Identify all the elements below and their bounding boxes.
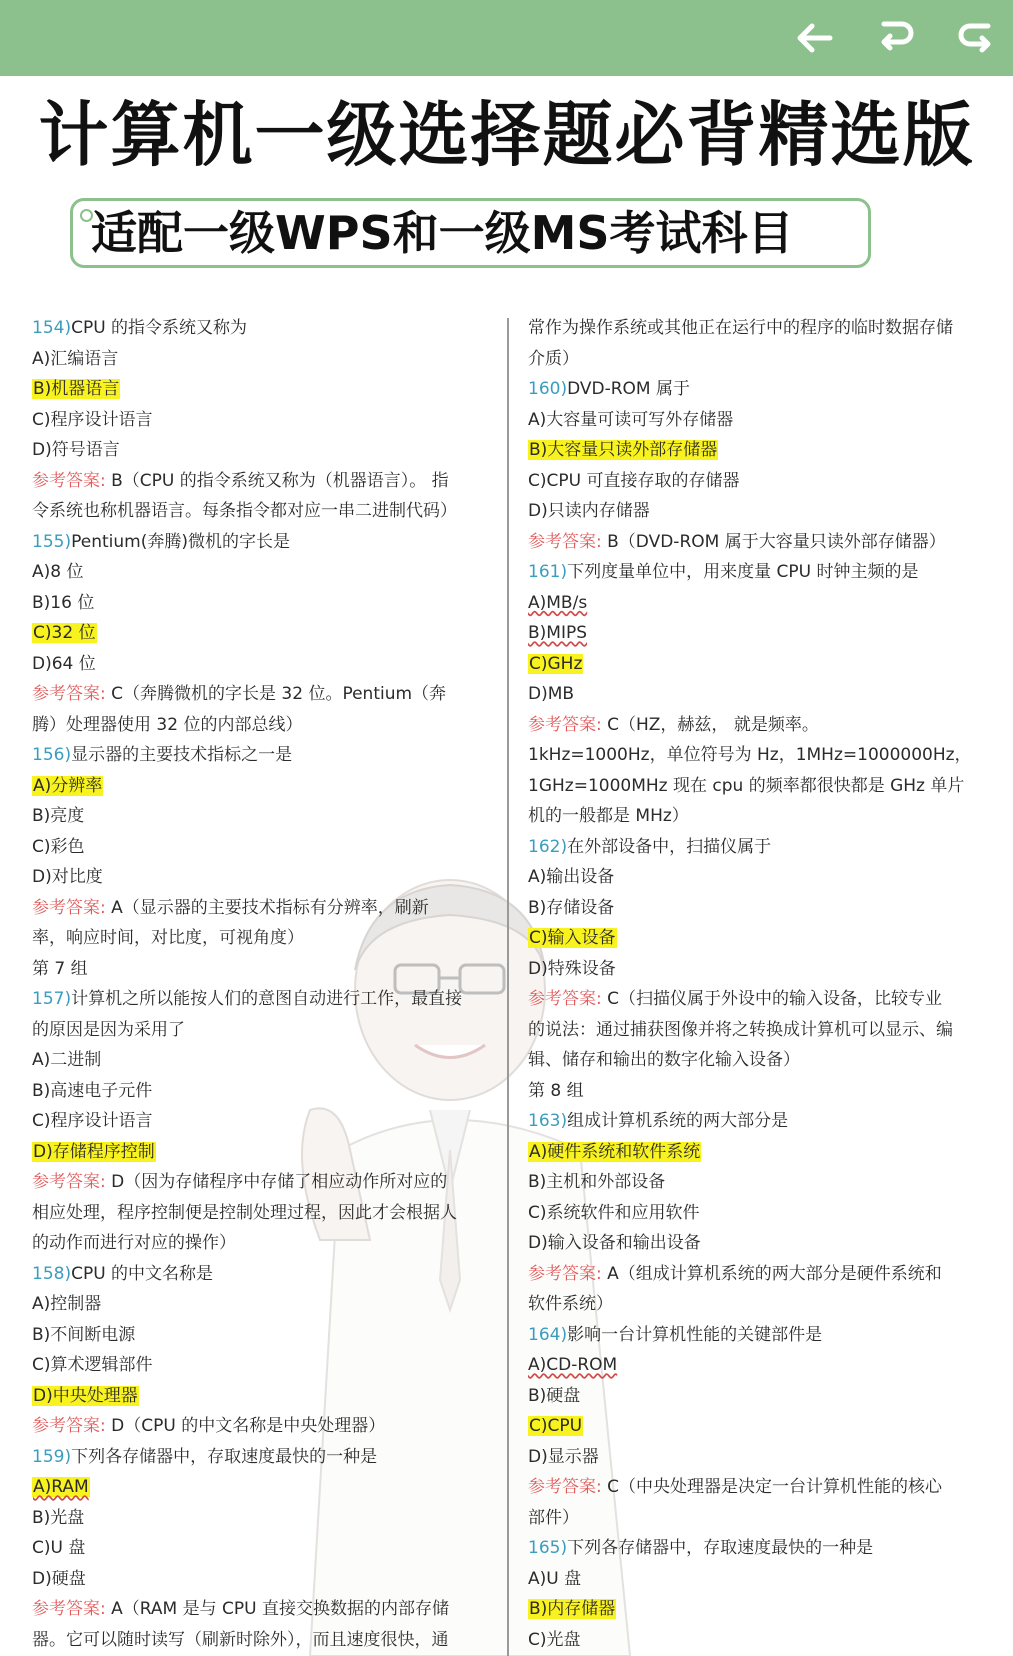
highlighted-correct-option: C)CPU xyxy=(529,1416,583,1436)
line-text: CPU 的中文名称是 xyxy=(71,1263,214,1284)
line-text: 率，响应时间，对比度，可视角度） xyxy=(32,928,304,948)
answer-line xyxy=(528,1472,988,1503)
line-text: B)高速电子元件 xyxy=(32,1080,153,1101)
question-number: 164) xyxy=(528,1324,568,1345)
question-number: 160) xyxy=(528,379,568,399)
line-text: A)U 盘 xyxy=(528,1568,582,1589)
text-line xyxy=(528,1411,988,1442)
question-number: 158) xyxy=(32,1263,72,1284)
line-text: B（DVD-ROM 属于大容量只读外部存储器） xyxy=(601,531,946,552)
text-line xyxy=(528,1228,988,1259)
text-line xyxy=(32,1564,492,1595)
line-text: B)MIPS xyxy=(528,623,588,643)
highlighted-correct-option: B)机器语言 xyxy=(33,379,120,399)
line-text: D)只读内存储器 xyxy=(528,501,650,521)
text-line xyxy=(32,1015,492,1046)
line-text: B)硬盘 xyxy=(528,1385,581,1406)
question-number: 165) xyxy=(528,1538,568,1558)
line-text: B)不间断电源 xyxy=(32,1324,136,1345)
text-line xyxy=(528,618,988,649)
line-text: 第 8 组 xyxy=(528,1080,584,1101)
answer-line xyxy=(528,984,988,1015)
text-line xyxy=(32,1472,492,1503)
question-line xyxy=(528,1533,988,1564)
text-line xyxy=(32,1137,492,1168)
line-text: B)存储设备 xyxy=(528,897,615,918)
answer-label: 参考答案: xyxy=(32,470,106,491)
line-text: CPU 的指令系统又称为 xyxy=(71,318,248,338)
line-text: D)显示器 xyxy=(528,1446,599,1467)
line-text: 1kHz=1000Hz，单位符号为 Hz，1MHz=1000000Hz， xyxy=(528,745,972,765)
text-line xyxy=(32,832,492,863)
line-text: A)CD-ROM xyxy=(528,1355,618,1375)
highlighted-correct-option: C)32 位 xyxy=(33,623,96,643)
line-text: C)系统软件和应用软件 xyxy=(528,1202,700,1223)
text-line xyxy=(528,435,988,466)
answer-line xyxy=(32,1167,492,1198)
answer-line xyxy=(32,679,492,710)
answer-line xyxy=(32,893,492,924)
text-line xyxy=(528,466,988,497)
line-text: 机的一般都是 MHz） xyxy=(528,806,689,826)
line-text: B)亮度 xyxy=(32,806,85,826)
line-text: 辑、储存和输出的数字化输入设备） xyxy=(528,1050,800,1070)
text-line xyxy=(528,1350,988,1381)
question-line xyxy=(528,832,988,863)
line-text: D)输入设备和输出设备 xyxy=(528,1233,701,1253)
text-line xyxy=(32,344,492,375)
line-text: 的动作而进行对应的操作） xyxy=(32,1233,236,1253)
line-text: D)符号语言 xyxy=(32,440,120,460)
line-text: C)彩色 xyxy=(32,836,85,857)
column-divider xyxy=(507,318,509,1656)
answer-label: 参考答案: xyxy=(32,1416,106,1436)
line-text: 软件系统） xyxy=(528,1294,613,1314)
question-line xyxy=(528,1320,988,1351)
line-text: 相应处理，程序控制便是控制处理过程，因此才会根据人 xyxy=(32,1202,457,1223)
line-text: D)64 位 xyxy=(32,653,96,674)
question-number: 163) xyxy=(528,1111,568,1131)
line-text: 第 7 组 xyxy=(32,958,88,979)
line-text: D)硬盘 xyxy=(32,1568,86,1589)
question-number: 155) xyxy=(32,531,72,552)
highlighted-correct-option: B)内存储器 xyxy=(529,1599,616,1619)
line-text: 的原因是因为采用了 xyxy=(32,1019,185,1040)
text-line xyxy=(528,1564,988,1595)
text-line xyxy=(32,1045,492,1076)
text-line xyxy=(32,618,492,649)
line-text: A)8 位 xyxy=(32,562,84,582)
answer-label: 参考答案: xyxy=(32,1599,106,1619)
line-text: A)MB/s xyxy=(528,592,588,613)
answer-label: 参考答案: xyxy=(528,714,602,735)
line-text: B)主机和外部设备 xyxy=(528,1172,666,1192)
question-line xyxy=(528,557,988,588)
line-text: B（CPU 的指令系统又称为（机器语言）。 指 xyxy=(105,470,449,491)
text-line xyxy=(32,557,492,588)
line-text: 影响一台计算机性能的关键部件是 xyxy=(567,1324,823,1345)
line-text: D（CPU 的中文名称是中央处理器） xyxy=(105,1416,386,1436)
line-text: C（扫描仪属于外设中的输入设备，比较专业 xyxy=(601,989,943,1009)
text-line xyxy=(32,405,492,436)
text-line xyxy=(528,862,988,893)
redo-icon[interactable] xyxy=(950,14,998,62)
text-line xyxy=(32,801,492,832)
text-line xyxy=(32,1625,492,1656)
highlighted-correct-option: D)存储程序控制 xyxy=(33,1141,155,1162)
text-line xyxy=(528,496,988,527)
text-line xyxy=(32,954,492,985)
text-line xyxy=(32,1381,492,1412)
line-text: D)对比度 xyxy=(32,867,103,887)
question-line xyxy=(32,1442,492,1473)
text-line xyxy=(32,1198,492,1229)
line-text: 介质） xyxy=(528,348,579,369)
line-text: C)U 盘 xyxy=(32,1538,86,1558)
question-number: 162) xyxy=(528,836,568,857)
line-text: 常作为操作系统或其他正在运行中的程序的临时数据存储 xyxy=(528,318,953,338)
line-text: C（奔腾微机的字长是 32 位。Pentium（奔 xyxy=(105,684,447,704)
highlighted-correct-option: A)RAM xyxy=(33,1477,89,1497)
text-line xyxy=(32,374,492,405)
text-line xyxy=(528,1015,988,1046)
highlighted-correct-option: A)硬件系统和软件系统 xyxy=(529,1141,701,1162)
line-text: A（RAM 是与 CPU 直接交换数据的内部存储 xyxy=(105,1599,449,1619)
text-line xyxy=(32,1289,492,1320)
text-line xyxy=(32,1533,492,1564)
highlighted-correct-option: C)GHz xyxy=(529,653,583,674)
answer-label: 参考答案: xyxy=(32,897,106,918)
line-text: A)汇编语言 xyxy=(32,348,119,369)
question-line xyxy=(32,1259,492,1290)
line-text: D)MB xyxy=(528,684,575,704)
highlighted-correct-option: C)输入设备 xyxy=(529,928,616,948)
subtitle: 适配一级WPS和一级MS考试科目 xyxy=(91,206,794,260)
question-line xyxy=(32,740,492,771)
line-text: Pentium(奔腾)微机的字长是 xyxy=(71,531,290,552)
text-line xyxy=(528,1594,988,1625)
text-line xyxy=(528,1045,988,1076)
highlighted-correct-option: B)大容量只读外部存储器 xyxy=(529,440,718,460)
text-line xyxy=(528,405,988,436)
answer-line xyxy=(528,1259,988,1290)
line-text: 组成计算机系统的两大部分是 xyxy=(567,1111,789,1131)
line-text: A)大容量可读可写外存储器 xyxy=(528,409,734,430)
text-line xyxy=(32,1106,492,1137)
text-line xyxy=(528,344,988,375)
text-line xyxy=(528,1137,988,1168)
answer-label: 参考答案: xyxy=(528,531,602,552)
answer-line xyxy=(528,710,988,741)
text-line xyxy=(528,893,988,924)
line-text: 的说法：通过捕获图像并将之转换成计算机可以显示、编 xyxy=(528,1019,953,1040)
text-line xyxy=(528,1198,988,1229)
answer-label: 参考答案: xyxy=(528,1263,602,1284)
line-text: 显示器的主要技术指标之一是 xyxy=(71,745,293,765)
line-text: C)光盘 xyxy=(528,1629,581,1650)
answer-line xyxy=(32,1594,492,1625)
text-line xyxy=(528,740,988,771)
question-number: 159) xyxy=(32,1446,72,1467)
text-line xyxy=(528,588,988,619)
question-line xyxy=(528,1106,988,1137)
text-line xyxy=(528,1442,988,1473)
answer-line xyxy=(528,527,988,558)
text-line xyxy=(528,954,988,985)
answer-line xyxy=(32,1411,492,1442)
line-text: 在外部设备中，扫描仪属于 xyxy=(567,836,772,857)
text-line xyxy=(528,1381,988,1412)
question-number: 161) xyxy=(528,562,568,582)
line-text: A)输出设备 xyxy=(528,867,615,887)
line-text: D)特殊设备 xyxy=(528,958,616,979)
line-text: 令系统也称机器语言。每条指令都对应一串二进制代码） xyxy=(32,501,457,521)
question-line xyxy=(528,374,988,405)
text-line xyxy=(32,435,492,466)
answer-label: 参考答案: xyxy=(528,1477,602,1497)
answer-line xyxy=(32,466,492,497)
text-line xyxy=(32,771,492,802)
left-column xyxy=(32,313,492,1655)
text-line xyxy=(32,1350,492,1381)
line-text: B)16 位 xyxy=(32,592,95,613)
text-line xyxy=(528,771,988,802)
text-line xyxy=(528,1076,988,1107)
line-text: 下列各存储器中，存取速度最快的一种是 xyxy=(567,1538,874,1558)
question-line xyxy=(32,527,492,558)
text-line xyxy=(32,1228,492,1259)
line-text: A（组成计算机系统的两大部分是硬件系统和 xyxy=(601,1263,942,1284)
arrow-left-icon[interactable] xyxy=(790,14,838,62)
question-number: 154) xyxy=(32,318,72,338)
text-line xyxy=(32,1320,492,1351)
line-text: D（因为存储程序中存储了相应动作所对应的 xyxy=(105,1172,448,1192)
question-line xyxy=(32,313,492,344)
line-text: C（HZ，赫兹， 就是频率。 xyxy=(601,714,819,735)
question-line xyxy=(32,984,492,1015)
line-text: A)控制器 xyxy=(32,1294,102,1314)
line-text: 腾）处理器使用 32 位的内部总线） xyxy=(32,714,303,735)
text-line xyxy=(528,1503,988,1534)
answer-label: 参考答案: xyxy=(32,684,106,704)
line-text: 1GHz=1000MHz 现在 cpu 的频率都很快都是 GHz 单片 xyxy=(528,775,965,796)
line-text: B)光盘 xyxy=(32,1507,85,1528)
undo-icon[interactable] xyxy=(872,14,920,62)
text-line xyxy=(528,1625,988,1656)
line-text: A（显示器的主要技术指标有分辨率，刷新 xyxy=(105,897,429,918)
top-toolbar xyxy=(0,0,1013,76)
line-text: C（中央处理器是决定一台计算机性能的核心 xyxy=(601,1477,943,1497)
subtitle-banner xyxy=(70,198,871,268)
right-column xyxy=(528,313,988,1655)
text-line xyxy=(528,679,988,710)
line-text: A)二进制 xyxy=(32,1050,102,1070)
highlighted-correct-option: D)中央处理器 xyxy=(33,1385,138,1406)
answer-label: 参考答案: xyxy=(32,1172,106,1192)
line-text: C)程序设计语言 xyxy=(32,409,153,430)
text-line xyxy=(528,1289,988,1320)
line-text: DVD-ROM 属于 xyxy=(567,379,691,399)
text-line xyxy=(32,1076,492,1107)
line-text: C)程序设计语言 xyxy=(32,1111,153,1131)
page-title: 计算机一级选择题必背精选版 xyxy=(38,94,975,176)
text-line xyxy=(528,313,988,344)
text-line xyxy=(528,923,988,954)
text-line xyxy=(32,496,492,527)
text-line xyxy=(32,862,492,893)
line-text: 下列度量单位中，用来度量 CPU 时钟主频的是 xyxy=(567,562,919,582)
line-text: C)CPU 可直接存取的存储器 xyxy=(528,470,740,491)
text-line xyxy=(528,649,988,680)
line-text: 下列各存储器中，存取速度最快的一种是 xyxy=(71,1446,378,1467)
answer-label: 参考答案: xyxy=(528,989,602,1009)
text-line xyxy=(32,1503,492,1534)
text-line xyxy=(32,710,492,741)
line-text: 器。它可以随时读写（刷新时除外），而且速度很快，通 xyxy=(32,1629,449,1650)
text-line xyxy=(32,649,492,680)
line-text: 部件） xyxy=(528,1507,579,1528)
text-line xyxy=(528,801,988,832)
question-number: 156) xyxy=(32,745,72,765)
text-line xyxy=(528,1167,988,1198)
text-line xyxy=(32,588,492,619)
question-number: 157) xyxy=(32,989,72,1009)
line-text: 计算机之所以能按人们的意图自动进行工作，最直接 xyxy=(71,989,463,1009)
highlighted-correct-option: A)分辨率 xyxy=(33,775,103,796)
line-text: C)算术逻辑部件 xyxy=(32,1355,153,1375)
text-line xyxy=(32,923,492,954)
